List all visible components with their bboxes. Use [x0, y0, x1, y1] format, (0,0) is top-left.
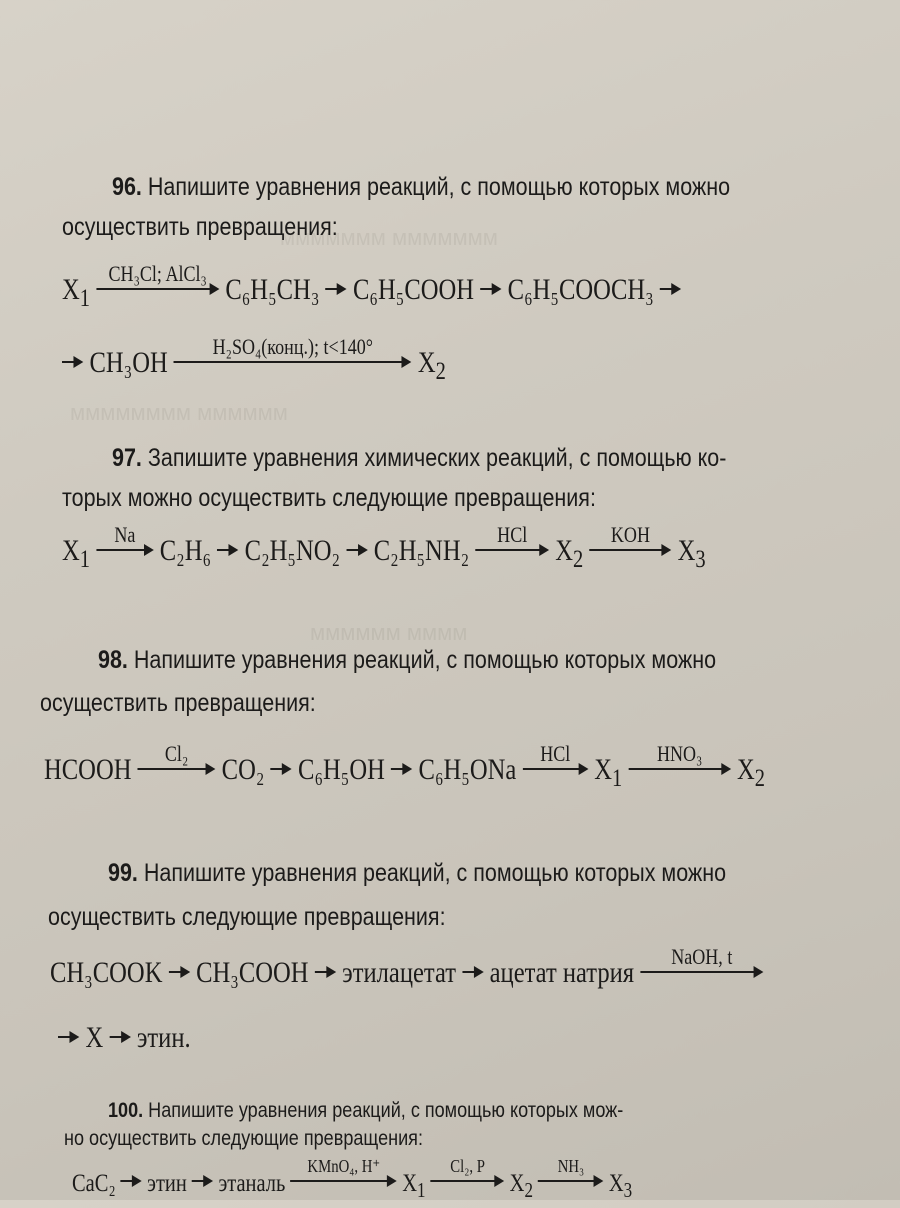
problem-statement-line: осуществить следующие превращения: — [48, 903, 446, 931]
problem-statement-line: 99. Напишите уравнения реакций, с помощью которых можно — [108, 859, 727, 887]
reaction-arrow: KMnO₄, H⁺ — [291, 1165, 398, 1191]
show-through: мммммммм мммммм — [70, 400, 288, 425]
show-through: мммммм мммм — [310, 620, 468, 645]
reaction-arrow — [192, 1165, 213, 1191]
problem-statement-line: 97. Запишите уравнения химических реакций, с помощью ко- — [112, 444, 727, 472]
reaction-arrow — [480, 273, 501, 299]
reaction-arrow — [62, 346, 83, 372]
show-through: ммммммм ммммммм — [280, 225, 498, 250]
reaction-arrow — [58, 1021, 79, 1047]
reaction-arrow: NH₃ — [538, 1165, 604, 1191]
problem-statement-line: осуществить превращения: — [40, 689, 316, 717]
problem-number: 99. — [108, 859, 138, 887]
reaction-arrow: Cl₂, P — [431, 1165, 505, 1191]
reaction-arrow — [326, 273, 347, 299]
problem-number: 97. — [112, 444, 142, 472]
problem-statement-line: 100. Напишите уравнения реакций, с помощью которых мож- — [108, 1099, 624, 1122]
problem-statement-line: торых можно осуществить следующие превращения: — [62, 484, 596, 512]
reaction-scheme: CH₃COOK CH₃COOH этилацетат ацетат натрия NaOH, t — [50, 955, 763, 991]
problem-number: 100. — [108, 1099, 144, 1122]
reaction-arrow: HNO₃ — [628, 753, 731, 779]
reaction-scheme: $X_1$ Na C₂H₆ C₂H₅NO₂ C₂H₅NH₂ HCl $X_2$ KOH $X_3$ — [62, 522, 706, 573]
reaction-scheme: X этин. — [58, 1020, 191, 1056]
reaction-arrow — [121, 1165, 142, 1191]
problem-statement-line: 98. Напишите уравнения реакций, с помощью которых можно — [98, 646, 717, 674]
reaction-scheme: CaC₂ этин этаналь KMnO₄, H⁺ $X_1$ Cl₂, P $X_2$ NH₃ $X_3$ — [72, 1156, 633, 1202]
reaction-scheme: CH₃OH H₂SO₄(конц.); t<140° $X_2$ — [62, 345, 446, 390]
reaction-arrow — [315, 956, 336, 982]
problem-statement-line: но осуществить следующие превращения: — [64, 1127, 423, 1150]
reaction-arrow — [217, 534, 238, 560]
reaction-arrow: HCl — [475, 534, 549, 560]
reaction-arrow — [169, 956, 190, 982]
reaction-scheme: HCOOH Cl₂ CO₂ C₆H₅OH C₆H₅ONa HCl $X_1$ HNO₃ $X_2$ — [44, 741, 766, 792]
reaction-arrow: Cl₂ — [138, 753, 216, 779]
reaction-arrow: CH₃Cl; AlCl₃ — [96, 273, 219, 299]
reaction-arrow: H₂SO₄(конц.); t<140° — [174, 346, 412, 372]
reaction-arrow — [109, 1021, 130, 1047]
reaction-arrow: NaOH, t — [640, 956, 763, 982]
reaction-arrow — [462, 956, 483, 982]
problem-number: 96. — [112, 173, 142, 201]
reaction-arrow — [660, 273, 681, 299]
reaction-arrow — [391, 753, 412, 779]
problem-statement-line: 96. Напишите уравнения реакций, с помощью которых можно — [112, 173, 731, 201]
reaction-arrow — [346, 534, 367, 560]
reaction-arrow — [271, 753, 292, 779]
reaction-arrow: HCl — [522, 753, 588, 779]
reaction-scheme: $X_1$ CH₃Cl; AlCl₃ C₆H₅CH₃ C₆H₅COOH C₆H₅COOCH₃ — [62, 272, 681, 317]
reaction-arrow: Na — [96, 534, 153, 560]
problem-statement-line: осуществить превращения: — [62, 213, 338, 241]
reaction-arrow: KOH — [589, 534, 671, 560]
problem-number: 98. — [98, 646, 128, 674]
